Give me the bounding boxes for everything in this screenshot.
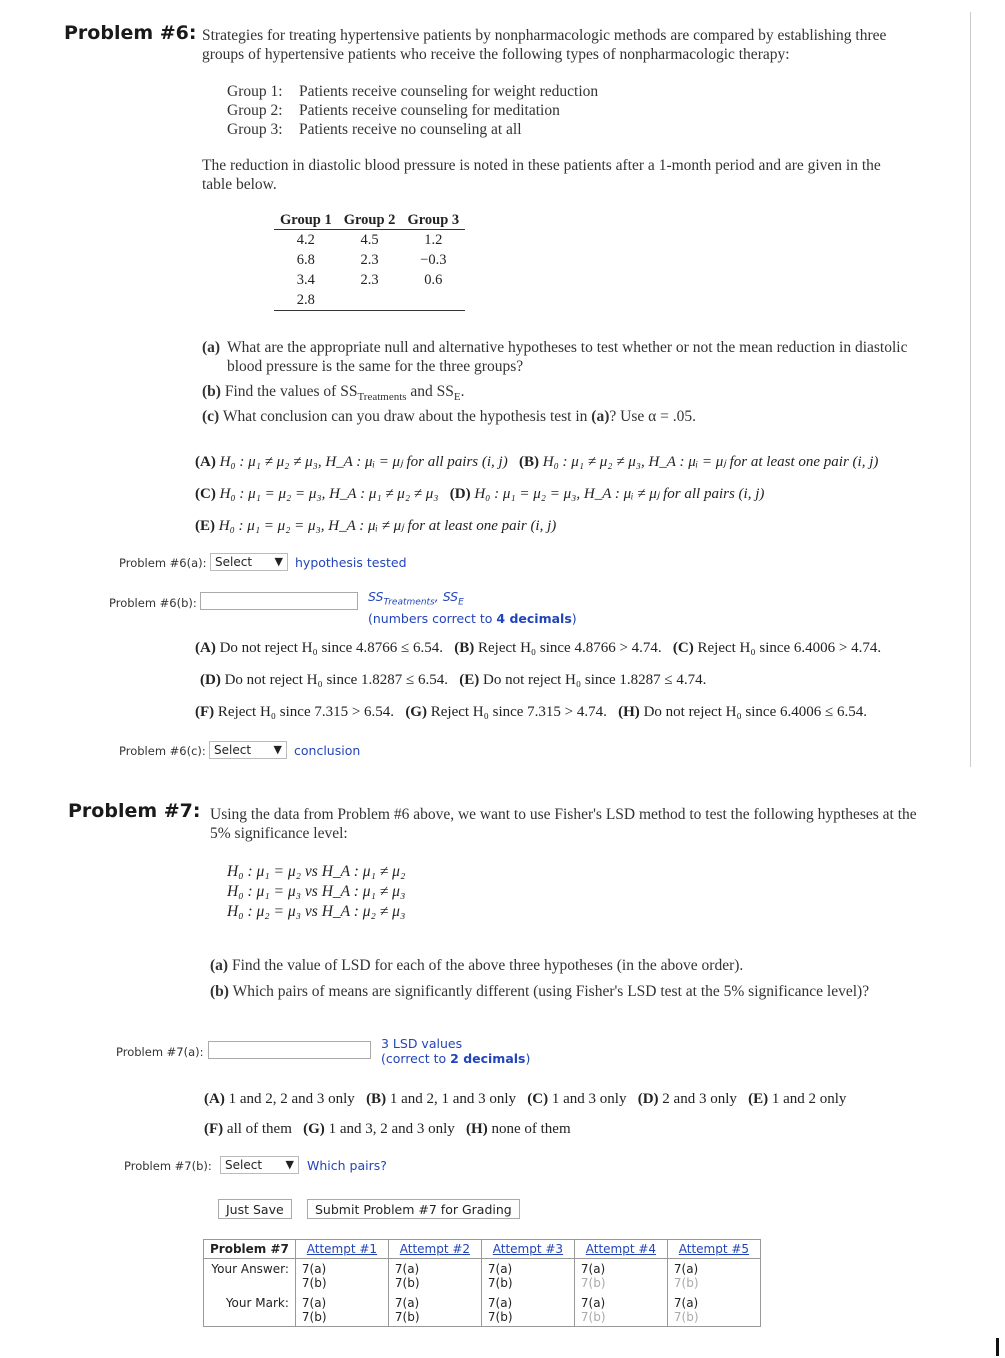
attempt-cell xyxy=(481,1259,574,1297)
col-header: Group 2 xyxy=(338,212,402,230)
cell-a: 7(a) xyxy=(487,1296,513,1310)
hyp-option-row-1 xyxy=(195,452,878,471)
concl-option-g: Reject H₀ since 7.315 > 4.74. xyxy=(430,704,607,720)
cell-b: 7(b) xyxy=(394,1310,420,1324)
pair-option-d: 2 and 3 only xyxy=(662,1091,737,1107)
option-label: (A) xyxy=(195,640,216,656)
group-desc: Patients receive no counseling at all xyxy=(299,121,522,138)
question-label: (b) xyxy=(210,983,229,1000)
pair-option-b: 1 and 2, 1 and 3 only xyxy=(389,1091,517,1107)
attempt-cell xyxy=(481,1296,574,1327)
concl-option-a: Do not reject H₀ since 4.8766 ≤ 6.54. xyxy=(219,640,443,656)
answer-row xyxy=(204,1259,761,1297)
hint-bold: 4 decimals xyxy=(496,610,572,626)
question-ref: (a) xyxy=(591,408,610,425)
table-intro xyxy=(202,156,962,194)
attempt-3-link[interactable]: Attempt #3 xyxy=(492,1242,564,1256)
group-name: Group 3: xyxy=(227,121,283,138)
intro-line-2: 5% significance level: xyxy=(210,825,348,842)
question-text: What are the appropriate null and alternative hypotheses to test whether or not the mean reduction in diastolic xyxy=(227,339,908,356)
concl-option-c: Reject H₀ since 6.4006 > 4.74. xyxy=(697,640,882,656)
attempts-table xyxy=(203,1239,761,1327)
cell-b: 7(b) xyxy=(301,1310,327,1324)
concl-option-row-2 xyxy=(200,672,706,689)
cell-b: 7(b) xyxy=(394,1276,420,1290)
cell: 6.8 xyxy=(296,252,315,268)
option-label: (A) xyxy=(204,1091,225,1107)
select-value: Select xyxy=(215,555,253,569)
hint-text: (correct to xyxy=(381,1051,451,1066)
option-label: (G) xyxy=(303,1121,325,1137)
question-label: (a) xyxy=(202,339,221,356)
answer-7a-input[interactable] xyxy=(208,1041,371,1059)
group-2 xyxy=(227,101,598,120)
hypothesis-1: H₀ : μ₁ = μ₂ vs H_A : μ₁ ≠ μ₂ xyxy=(227,863,406,880)
option-label: (D) xyxy=(449,486,471,502)
answer-6a-select[interactable] xyxy=(210,553,288,571)
problem-6-title: Problem #6: xyxy=(64,22,197,44)
hint-bold: 2 decimals xyxy=(450,1051,526,1066)
option-label: (E) xyxy=(195,518,215,534)
lsd-hypotheses xyxy=(227,862,405,922)
cell xyxy=(401,290,465,311)
answer-7b-select[interactable] xyxy=(220,1156,299,1174)
intro-line-1: Using the data from Problem #6 above, we want to use Fisher's LSD method to test the following hyptheses at the xyxy=(210,806,917,823)
group-desc: Patients receive counseling for meditation xyxy=(299,102,560,119)
question-label: (c) xyxy=(202,408,220,425)
attempt-2-link[interactable]: Attempt #2 xyxy=(399,1242,471,1256)
concl-option-f: Reject H₀ since 7.315 > 6.54. xyxy=(217,704,395,720)
cell-b: 7(b) xyxy=(673,1276,699,1290)
right-border-line xyxy=(970,12,971,767)
just-save-button[interactable]: Just Save xyxy=(218,1199,292,1219)
select-value: Select xyxy=(214,743,252,757)
option-label: (F) xyxy=(204,1121,224,1137)
option-label: (F) xyxy=(195,704,215,720)
cell: 3.4 xyxy=(296,272,315,288)
option-label: (E) xyxy=(748,1091,769,1107)
problem-6-intro xyxy=(202,26,962,64)
text-cursor xyxy=(996,1338,999,1356)
answer-6c-select[interactable] xyxy=(209,741,287,759)
concl-option-row-3 xyxy=(195,704,867,721)
hyp-option-a: H₀ : μ₁ ≠ μ₂ ≠ μ₃, H_A : μᵢ = μⱼ for all pairs (i, j) xyxy=(219,454,508,470)
pair-option-h: none of them xyxy=(491,1121,571,1137)
hyp-option-row-2 xyxy=(195,484,764,503)
concl-option-b: Reject H₀ since 4.8766 > 4.74. xyxy=(478,640,662,656)
cell-a: 7(a) xyxy=(301,1262,327,1276)
answer-7a-label: Problem #7(a): xyxy=(116,1045,204,1059)
cell-b: 7(b) xyxy=(487,1276,513,1290)
pair-option-c: 1 and 3 only xyxy=(551,1091,627,1107)
problem-7-intro xyxy=(210,805,1000,843)
table-row xyxy=(274,270,465,290)
option-label: (A) xyxy=(195,454,216,470)
question-label: (a) xyxy=(210,957,229,974)
group-name: Group 2: xyxy=(227,102,283,119)
subscript: E xyxy=(453,391,461,404)
cell-b: 7(b) xyxy=(487,1310,513,1324)
pair-option-e: 1 and 2 only xyxy=(771,1091,847,1107)
question-text: and SS xyxy=(410,383,454,400)
attempt-cell xyxy=(295,1296,388,1327)
mark-row-label: Your Mark: xyxy=(204,1296,296,1327)
table-intro-line-1: The reduction in diastolic blood pressure is noted in these patients after a 1-month period and are given in the xyxy=(202,157,881,174)
col-header: Group 3 xyxy=(401,212,465,230)
attempt-cell xyxy=(574,1259,667,1297)
hyp-option-d: H₀ : μ₁ = μ₂ = μ₃, H_A : μᵢ ≠ μⱼ for all pairs (i, j) xyxy=(474,486,765,502)
col-header: Group 1 xyxy=(274,212,338,230)
cell: 0.6 xyxy=(424,272,443,288)
cell-a: 7(a) xyxy=(487,1262,513,1276)
mark-row xyxy=(204,1296,761,1327)
answer-row-label: Your Answer: xyxy=(204,1259,296,1297)
cell: 2.3 xyxy=(360,252,379,268)
question-7a xyxy=(210,956,743,975)
option-label: (C) xyxy=(195,486,216,502)
pair-option-f: all of them xyxy=(226,1121,292,1137)
question-6b: (b) Find the values of $SS_{Treatments}$ and $SS_E$. xyxy=(202,383,465,404)
option-label: (H) xyxy=(466,1121,488,1137)
cell: 4.5 xyxy=(360,232,379,248)
cell: 4.2 xyxy=(296,232,315,248)
table-intro-line-2: table below. xyxy=(202,176,277,193)
data-table xyxy=(274,212,465,311)
select-value: Select xyxy=(225,1158,263,1172)
group-desc: Patients receive counseling for weight reduction xyxy=(299,83,599,100)
concl-option-row-1 xyxy=(195,640,881,657)
attempt-cell xyxy=(388,1296,481,1327)
hint-text: , SS xyxy=(434,589,459,604)
question-text: Find the values of SS xyxy=(224,383,358,400)
group-name: Group 1: xyxy=(227,83,283,100)
answer-7a-hint xyxy=(381,1036,530,1066)
pair-option-a: 1 and 2, 2 and 3 only xyxy=(228,1091,355,1107)
hypothesis-3: H₀ : μ₂ = μ₃ vs H_A : μ₂ ≠ μ₃ xyxy=(227,903,406,920)
question-text: blood pressure is the same for the three groups? xyxy=(227,358,524,375)
option-label: (H) xyxy=(618,704,640,720)
option-label: (G) xyxy=(405,704,427,720)
cell: 1.2 xyxy=(424,232,443,248)
subscript: Treatments xyxy=(383,597,435,608)
concl-option-d: Do not reject H₀ since 1.8287 ≤ 6.54. xyxy=(224,672,448,688)
answer-7b-hint: Which pairs? xyxy=(307,1158,387,1173)
cell-a: 7(a) xyxy=(673,1296,699,1310)
cell-a: 7(a) xyxy=(580,1262,606,1276)
attempt-4-link[interactable]: Attempt #4 xyxy=(585,1242,657,1256)
answer-6b-label: Problem #6(b): xyxy=(109,596,197,610)
question-7b xyxy=(210,982,869,1001)
cell-b: 7(b) xyxy=(580,1310,606,1324)
attempt-1-link[interactable]: Attempt #1 xyxy=(306,1242,378,1256)
dropdown-arrow-icon: ▼ xyxy=(273,743,282,756)
hint-text: 3 LSD values xyxy=(381,1036,463,1051)
cell: 2.8 xyxy=(274,290,338,311)
problem-7-title: Problem #7: xyxy=(68,800,201,822)
answer-6a-label: Problem #6(a): xyxy=(119,556,207,570)
question-text: Which pairs of means are significantly different (using Fisher's LSD test at the 5% significance level)? xyxy=(232,983,870,1000)
question-text: Find the value of LSD for each of the above three hypotheses (in the above order). xyxy=(231,957,744,974)
hyp-option-b: H₀ : μ₁ ≠ μ₂ ≠ μ₃, H_A : μᵢ = μⱼ for at least one pair (i, j) xyxy=(542,454,879,470)
cell-a: 7(a) xyxy=(394,1296,420,1310)
cell-b: 7(b) xyxy=(580,1276,606,1290)
attempt-cell xyxy=(574,1296,667,1327)
question-label: (b) xyxy=(202,383,221,400)
hint-text: (numbers correct to xyxy=(368,610,497,626)
attempt-cell xyxy=(667,1259,760,1297)
cell-a: 7(a) xyxy=(580,1296,606,1310)
cell xyxy=(338,290,402,311)
answer-7b-label: Problem #7(b): xyxy=(124,1159,212,1173)
option-label: (D) xyxy=(200,672,221,688)
intro-line-1: Strategies for treating hypertensive patients by nonpharmacologic methods are compared by establishing three xyxy=(202,27,887,44)
table-row xyxy=(274,290,465,311)
cell-a: 7(a) xyxy=(394,1262,420,1276)
pair-option-row-1 xyxy=(204,1091,846,1108)
hyp-option-e: H₀ : μ₁ = μ₂ = μ₃, H_A : μᵢ ≠ μⱼ for at least one pair (i, j) xyxy=(218,518,557,534)
group-3 xyxy=(227,120,598,139)
option-label: (E) xyxy=(459,672,480,688)
option-label: (B) xyxy=(454,640,475,656)
attempt-cell xyxy=(388,1259,481,1297)
option-label: (C) xyxy=(672,640,694,656)
question-6a xyxy=(202,338,962,376)
concl-option-e: Do not reject H₀ since 1.8287 ≤ 4.74. xyxy=(483,672,707,688)
question-text: ? Use α = .05. xyxy=(609,408,696,425)
intro-line-2: groups of hypertensive patients who receive the following types of nonpharmacologic therapy: xyxy=(202,46,790,63)
question-text: What conclusion can you draw about the hypothesis test in xyxy=(222,408,588,425)
subscript: Treatments xyxy=(357,391,407,404)
attempt-cell xyxy=(295,1259,388,1297)
question-6c xyxy=(202,407,696,426)
answer-6c-label: Problem #6(c): xyxy=(119,744,206,758)
pair-option-row-2 xyxy=(204,1121,571,1138)
hint-text: ) xyxy=(525,1051,531,1066)
cell: −0.3 xyxy=(420,252,447,268)
dropdown-arrow-icon: ▼ xyxy=(285,1158,294,1171)
group-1 xyxy=(227,82,598,101)
option-label: (C) xyxy=(527,1091,549,1107)
option-label: (B) xyxy=(366,1091,387,1107)
option-label: (B) xyxy=(518,454,539,470)
cell-b: 7(b) xyxy=(673,1310,699,1324)
pair-option-g: 1 and 3, 2 and 3 only xyxy=(328,1121,455,1137)
cell-a: 7(a) xyxy=(673,1262,699,1276)
table-row xyxy=(274,250,465,270)
hint-text: SS xyxy=(368,589,384,604)
dropdown-arrow-icon: ▼ xyxy=(274,555,283,568)
concl-option-h: Do not reject H₀ since 6.4006 ≤ 6.54. xyxy=(643,704,867,720)
attempt-5-link[interactable]: Attempt #5 xyxy=(678,1242,750,1256)
group-list xyxy=(227,82,598,139)
attempt-cell xyxy=(667,1296,760,1327)
answer-6a-hint: hypothesis tested xyxy=(295,555,407,570)
hyp-option-row-3 xyxy=(195,516,556,535)
cell: 2.3 xyxy=(360,272,379,288)
attempts-header: Problem #7 xyxy=(204,1240,296,1259)
option-label: (D) xyxy=(637,1091,659,1107)
hyp-option-c: H₀ : μ₁ = μ₂ = μ₃, H_A : μ₁ ≠ μ₂ ≠ μ₃ xyxy=(219,486,439,502)
hypothesis-2: H₀ : μ₁ = μ₃ vs H_A : μ₁ ≠ μ₃ xyxy=(227,883,406,900)
table-row xyxy=(274,230,465,251)
cell-b: 7(b) xyxy=(301,1276,327,1290)
subscript: E xyxy=(458,597,464,608)
hint-text: ) xyxy=(571,610,577,626)
submit-button[interactable]: Submit Problem #7 for Grading xyxy=(307,1199,520,1219)
answer-6b-input[interactable] xyxy=(200,592,358,610)
answer-6b-hint xyxy=(368,589,577,626)
cell-a: 7(a) xyxy=(301,1296,327,1310)
answer-6c-hint: conclusion xyxy=(294,743,361,758)
